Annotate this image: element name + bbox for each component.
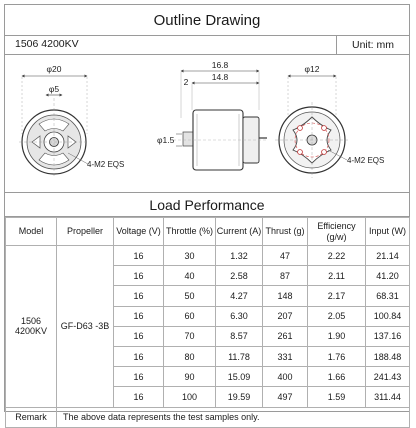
unit-label: Unit: mm [336,35,409,54]
table-cell: 2.11 [308,266,366,286]
table-cell: 1.66 [308,367,366,387]
table-cell: 331 [263,346,308,366]
table-cell: 497 [263,387,308,407]
header-current: Current (A) [216,218,263,246]
header-voltage: Voltage (V) [114,218,164,246]
table-cell: 311.44 [366,387,410,407]
back-diameter-label: φ12 [304,64,320,74]
remark-text: The above data represents the test samples only. [57,407,410,427]
table-cell: 16 [114,306,164,326]
table-cell: 2.22 [308,246,366,266]
table-cell: 100.84 [366,306,410,326]
table-cell: 1.32 [216,246,263,266]
model-cell: 1506 4200KV [6,246,57,408]
front-diameter-label: φ20 [46,64,62,74]
propeller-cell: GF-D63 -3B [57,246,114,408]
back-view [275,64,384,178]
header-thrust: Thrust (g) [263,218,308,246]
header-model: Model [6,218,57,246]
table-cell: 6.30 [216,306,263,326]
header-propeller: Propeller [57,218,114,246]
header-throttle: Throttle (%) [164,218,216,246]
table-cell: 16 [114,246,164,266]
table-cell: 60 [164,306,216,326]
table-cell: 1.90 [308,326,366,346]
front-view [19,64,124,178]
table-cell: 16 [114,326,164,346]
outline-drawing [5,54,409,192]
front-shaft-label: φ5 [48,84,60,94]
table-cell: 40 [164,266,216,286]
header-efficiency: Efficiency (g/w) [308,218,366,246]
table-cell: 16 [114,387,164,407]
table-cell: 68.31 [366,286,410,306]
table-cell: 16 [114,367,164,387]
side-view [157,60,267,170]
load-performance-table [5,217,410,428]
table-cell: 4.27 [216,286,263,306]
side-length-label: 16.8 [211,60,229,70]
table-cell: 11.78 [216,346,263,366]
table-cell: 1.59 [308,387,366,407]
table-cell: 188.48 [366,346,410,366]
table-cell: 80 [164,346,216,366]
table-cell: 207 [263,306,308,326]
table-cell: 137.16 [366,326,410,346]
model-bar [5,35,409,55]
table-cell: 1.76 [308,346,366,366]
table-cell: 261 [263,326,308,346]
side-body-label: 14.8 [211,72,229,82]
table-body [6,246,410,428]
front-holes-label: 4-M2 EQS [87,160,125,169]
table-cell: 2.17 [308,286,366,306]
table-cell: 87 [263,266,308,286]
side-offset-label: 2 [183,77,189,87]
table-cell: 50 [164,286,216,306]
page-title: Outline Drawing [5,5,409,36]
header-input: Input (W) [366,218,410,246]
table-header-row [6,218,410,246]
table-cell: 41.20 [366,266,410,286]
model-name: 1506 4200KV [15,38,79,50]
remark-label: Remark [6,407,57,427]
table-cell: 47 [263,246,308,266]
table-cell: 70 [164,326,216,346]
table-row [6,246,410,266]
back-holes-label: 4-M2 EQS [347,156,385,165]
table-cell: 16 [114,266,164,286]
table-cell: 148 [263,286,308,306]
table-cell: 100 [164,387,216,407]
table-cell: 21.14 [366,246,410,266]
side-shaft-label: φ1.5 [157,135,175,145]
load-performance-title: Load Performance [5,192,409,217]
remark-row [6,407,410,427]
table-cell: 16 [114,346,164,366]
table-cell: 19.59 [216,387,263,407]
table-cell: 400 [263,367,308,387]
table-cell: 16 [114,286,164,306]
table-cell: 8.57 [216,326,263,346]
spec-sheet [4,4,410,423]
table-cell: 90 [164,367,216,387]
table-cell: 2.05 [308,306,366,326]
table-cell: 15.09 [216,367,263,387]
table-cell: 241.43 [366,367,410,387]
table-cell: 2.58 [216,266,263,286]
table-cell: 30 [164,246,216,266]
